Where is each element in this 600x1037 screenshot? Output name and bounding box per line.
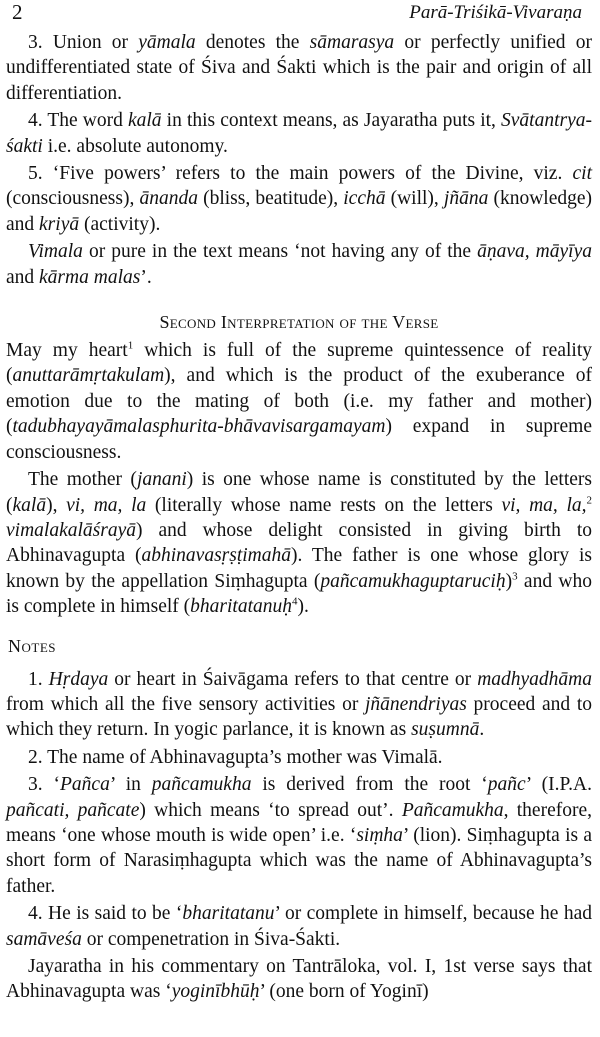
note-3-yamala bbox=[6, 30, 592, 106]
text-segment: 1. bbox=[28, 668, 49, 690]
text-segment: or heart in Śaivāgama refers to that centre or bbox=[108, 668, 478, 690]
footnote-ref-3: 3 bbox=[512, 570, 518, 583]
text-segment: 3. ‘ bbox=[28, 774, 60, 796]
text-segment: (consciousness), bbox=[6, 188, 140, 210]
text-segment: pañcamukha bbox=[151, 774, 252, 796]
text-segment: icchā bbox=[343, 188, 386, 210]
text-segment: and who is complete in himself ( bbox=[6, 570, 592, 618]
text-segment: kalā bbox=[12, 494, 47, 516]
text-segment: 3. Union or bbox=[28, 32, 139, 53]
page-number: 2 bbox=[12, 0, 23, 24]
text-segment: 4. He is said to be ‘ bbox=[28, 903, 183, 925]
text-segment: suṣumnā bbox=[411, 719, 480, 741]
text-segment: proceed and to which they return. In yogic parlance, it is known as bbox=[6, 693, 592, 741]
text-segment: in this context means, as Jayaratha puts it, bbox=[161, 110, 502, 132]
text-segment: May my heart bbox=[6, 340, 128, 362]
text-segment: Vimala bbox=[28, 241, 83, 263]
text-segment: ’. bbox=[140, 266, 152, 288]
text-segment: ’ or complete in himself, because he had bbox=[274, 903, 592, 925]
text-segment: abhinavasṛṣṭimahā bbox=[141, 545, 292, 567]
text-segment: yāmala bbox=[138, 32, 196, 53]
text-segment: anuttarāmṛtakulam bbox=[12, 365, 165, 387]
notes-heading: Notes bbox=[8, 635, 56, 656]
text-segment: bharitatanuḥ bbox=[190, 596, 292, 618]
text-segment: Hṛdaya bbox=[48, 668, 109, 690]
text-segment: siṃha bbox=[356, 824, 403, 846]
text-segment: ’ (I.P.A. bbox=[525, 774, 592, 796]
text-segment: (literally whose name rests on the letters bbox=[146, 494, 502, 516]
text-segment: kalā bbox=[127, 110, 162, 132]
footnote-3 bbox=[6, 772, 592, 899]
vimala-paragraph bbox=[6, 239, 592, 290]
text-segment: (knowledge) and bbox=[6, 188, 592, 235]
text-segment: 4. The word bbox=[28, 110, 128, 132]
note-5-five-powers bbox=[6, 161, 592, 237]
text-segment: Svātantrya-śakti bbox=[6, 110, 592, 157]
text-segment: tadubhayayāmalasphurita-bhāvavisargamayam bbox=[12, 416, 386, 438]
text-segment: pañcamukhaguptaruciḥ bbox=[320, 570, 506, 592]
footnote-ref-4: 4 bbox=[291, 595, 298, 608]
text-segment: i.e. absolute autonomy. bbox=[42, 135, 228, 157]
footnote-ref-2: 2 bbox=[586, 494, 592, 506]
text-segment: or pure in the text means ‘not having any of the bbox=[82, 241, 478, 263]
running-title: Parā-Triśikā-Vivaraṇa bbox=[409, 2, 582, 23]
text-segment: ānanda bbox=[139, 188, 198, 210]
text-segment: āṇava, māyīya bbox=[477, 241, 592, 263]
text-segment: ), bbox=[46, 494, 67, 516]
text-segment: (will), bbox=[385, 188, 444, 210]
text-segment: which is full of the supreme quintessence of reality ( bbox=[6, 340, 592, 387]
text-segment: ). The father is one whose glory is known by the appellation Siṃhagupta ( bbox=[6, 545, 592, 592]
text-segment: cit bbox=[572, 163, 592, 185]
text-segment: ’ in bbox=[109, 774, 152, 796]
text-segment: ). bbox=[297, 596, 309, 618]
text-segment: or compenetration in Śiva-Śakti. bbox=[81, 928, 341, 950]
text-segment: janani bbox=[136, 469, 187, 491]
jayaratha-paragraph bbox=[6, 954, 592, 1005]
page-header bbox=[6, 0, 592, 30]
text-segment: madhyadhāma bbox=[477, 668, 593, 690]
text-segment: vimalakalāśrayā bbox=[6, 519, 136, 541]
note-4-kala bbox=[6, 108, 592, 159]
text-segment: and bbox=[6, 266, 40, 288]
footnote-1 bbox=[6, 667, 592, 743]
verse-interpretation-paragraph bbox=[6, 338, 592, 465]
text-segment: ) is one whose name is constituted by the letters ( bbox=[6, 469, 592, 516]
text-segment: bharitatanu bbox=[182, 903, 275, 925]
footnote-4 bbox=[6, 901, 592, 952]
text-segment: samāveśa bbox=[6, 928, 82, 950]
text-segment: (bliss, beatitude), bbox=[197, 188, 344, 210]
text-segment: pañc bbox=[487, 774, 526, 796]
text-segment: jñāna bbox=[443, 188, 489, 210]
text-segment: ) expand in supreme consciousness. bbox=[6, 416, 592, 463]
text-segment: ) which means ‘to spread out’. bbox=[139, 799, 402, 821]
text-segment: vi, ma, la, bbox=[501, 494, 587, 516]
text-segment: denotes the bbox=[195, 32, 310, 53]
mother-father-paragraph bbox=[6, 467, 592, 619]
text-segment: kriyā bbox=[39, 213, 80, 235]
text-segment: ) and whose delight consisted in giving birth to Abhinavagupta ( bbox=[6, 519, 592, 567]
text-segment: ), and which is the product of the exuberance of emotion due to the mating of both (i.e. my father and mother) ( bbox=[6, 365, 592, 438]
footnote-2 bbox=[6, 745, 592, 770]
text-segment: sāmarasya bbox=[309, 32, 395, 53]
text-segment: The mother ( bbox=[28, 469, 137, 491]
text-segment: Jayaratha in his commentary on Tantrāloka, vol. I, 1st verse says that Abhinavagupta was ‘ bbox=[6, 956, 592, 1003]
text-segment: 5. ‘Five powers’ refers to the main powers of the Divine, viz. bbox=[28, 163, 573, 185]
text-segment: (activity). bbox=[79, 213, 161, 235]
text-segment: yoginībhūḥ bbox=[171, 981, 260, 1003]
text-segment: , therefore, means ‘one whose mouth is wide open’ i.e. ‘ bbox=[6, 799, 593, 846]
text-segment: ) bbox=[505, 570, 513, 592]
text-segment: ’ (one born of Yoginī) bbox=[259, 981, 429, 1003]
text-segment: from which all the five sensory activities or bbox=[6, 693, 366, 715]
text-segment: kārma malas bbox=[39, 266, 141, 288]
footnote-ref-1: 1 bbox=[127, 339, 134, 352]
text-segment: Pañcamukha bbox=[401, 799, 504, 821]
text-segment: 2. The name of Abhinavagupta’s mother was Vimalā. bbox=[28, 746, 443, 768]
text-segment: or perfectly unified or undifferentiated state of Śiva and Śakti which is the pair and origin of all differentiation. bbox=[6, 32, 592, 104]
section-heading: Second Interpretation of the Verse bbox=[159, 312, 439, 333]
text-segment: . bbox=[479, 719, 485, 741]
text-segment: jñānendriyas bbox=[365, 693, 467, 715]
text-segment: pañcati, pañcate bbox=[6, 799, 140, 821]
text-segment: Pañca bbox=[60, 774, 110, 796]
text-segment: vi, ma, la bbox=[66, 494, 147, 516]
text-segment: is derived from the root ‘ bbox=[251, 774, 488, 796]
text-segment: ’ (lion). Siṃhagupta is a short form of Narasiṃhagupta which was the name of Abhinavagupta’s father. bbox=[6, 824, 592, 897]
